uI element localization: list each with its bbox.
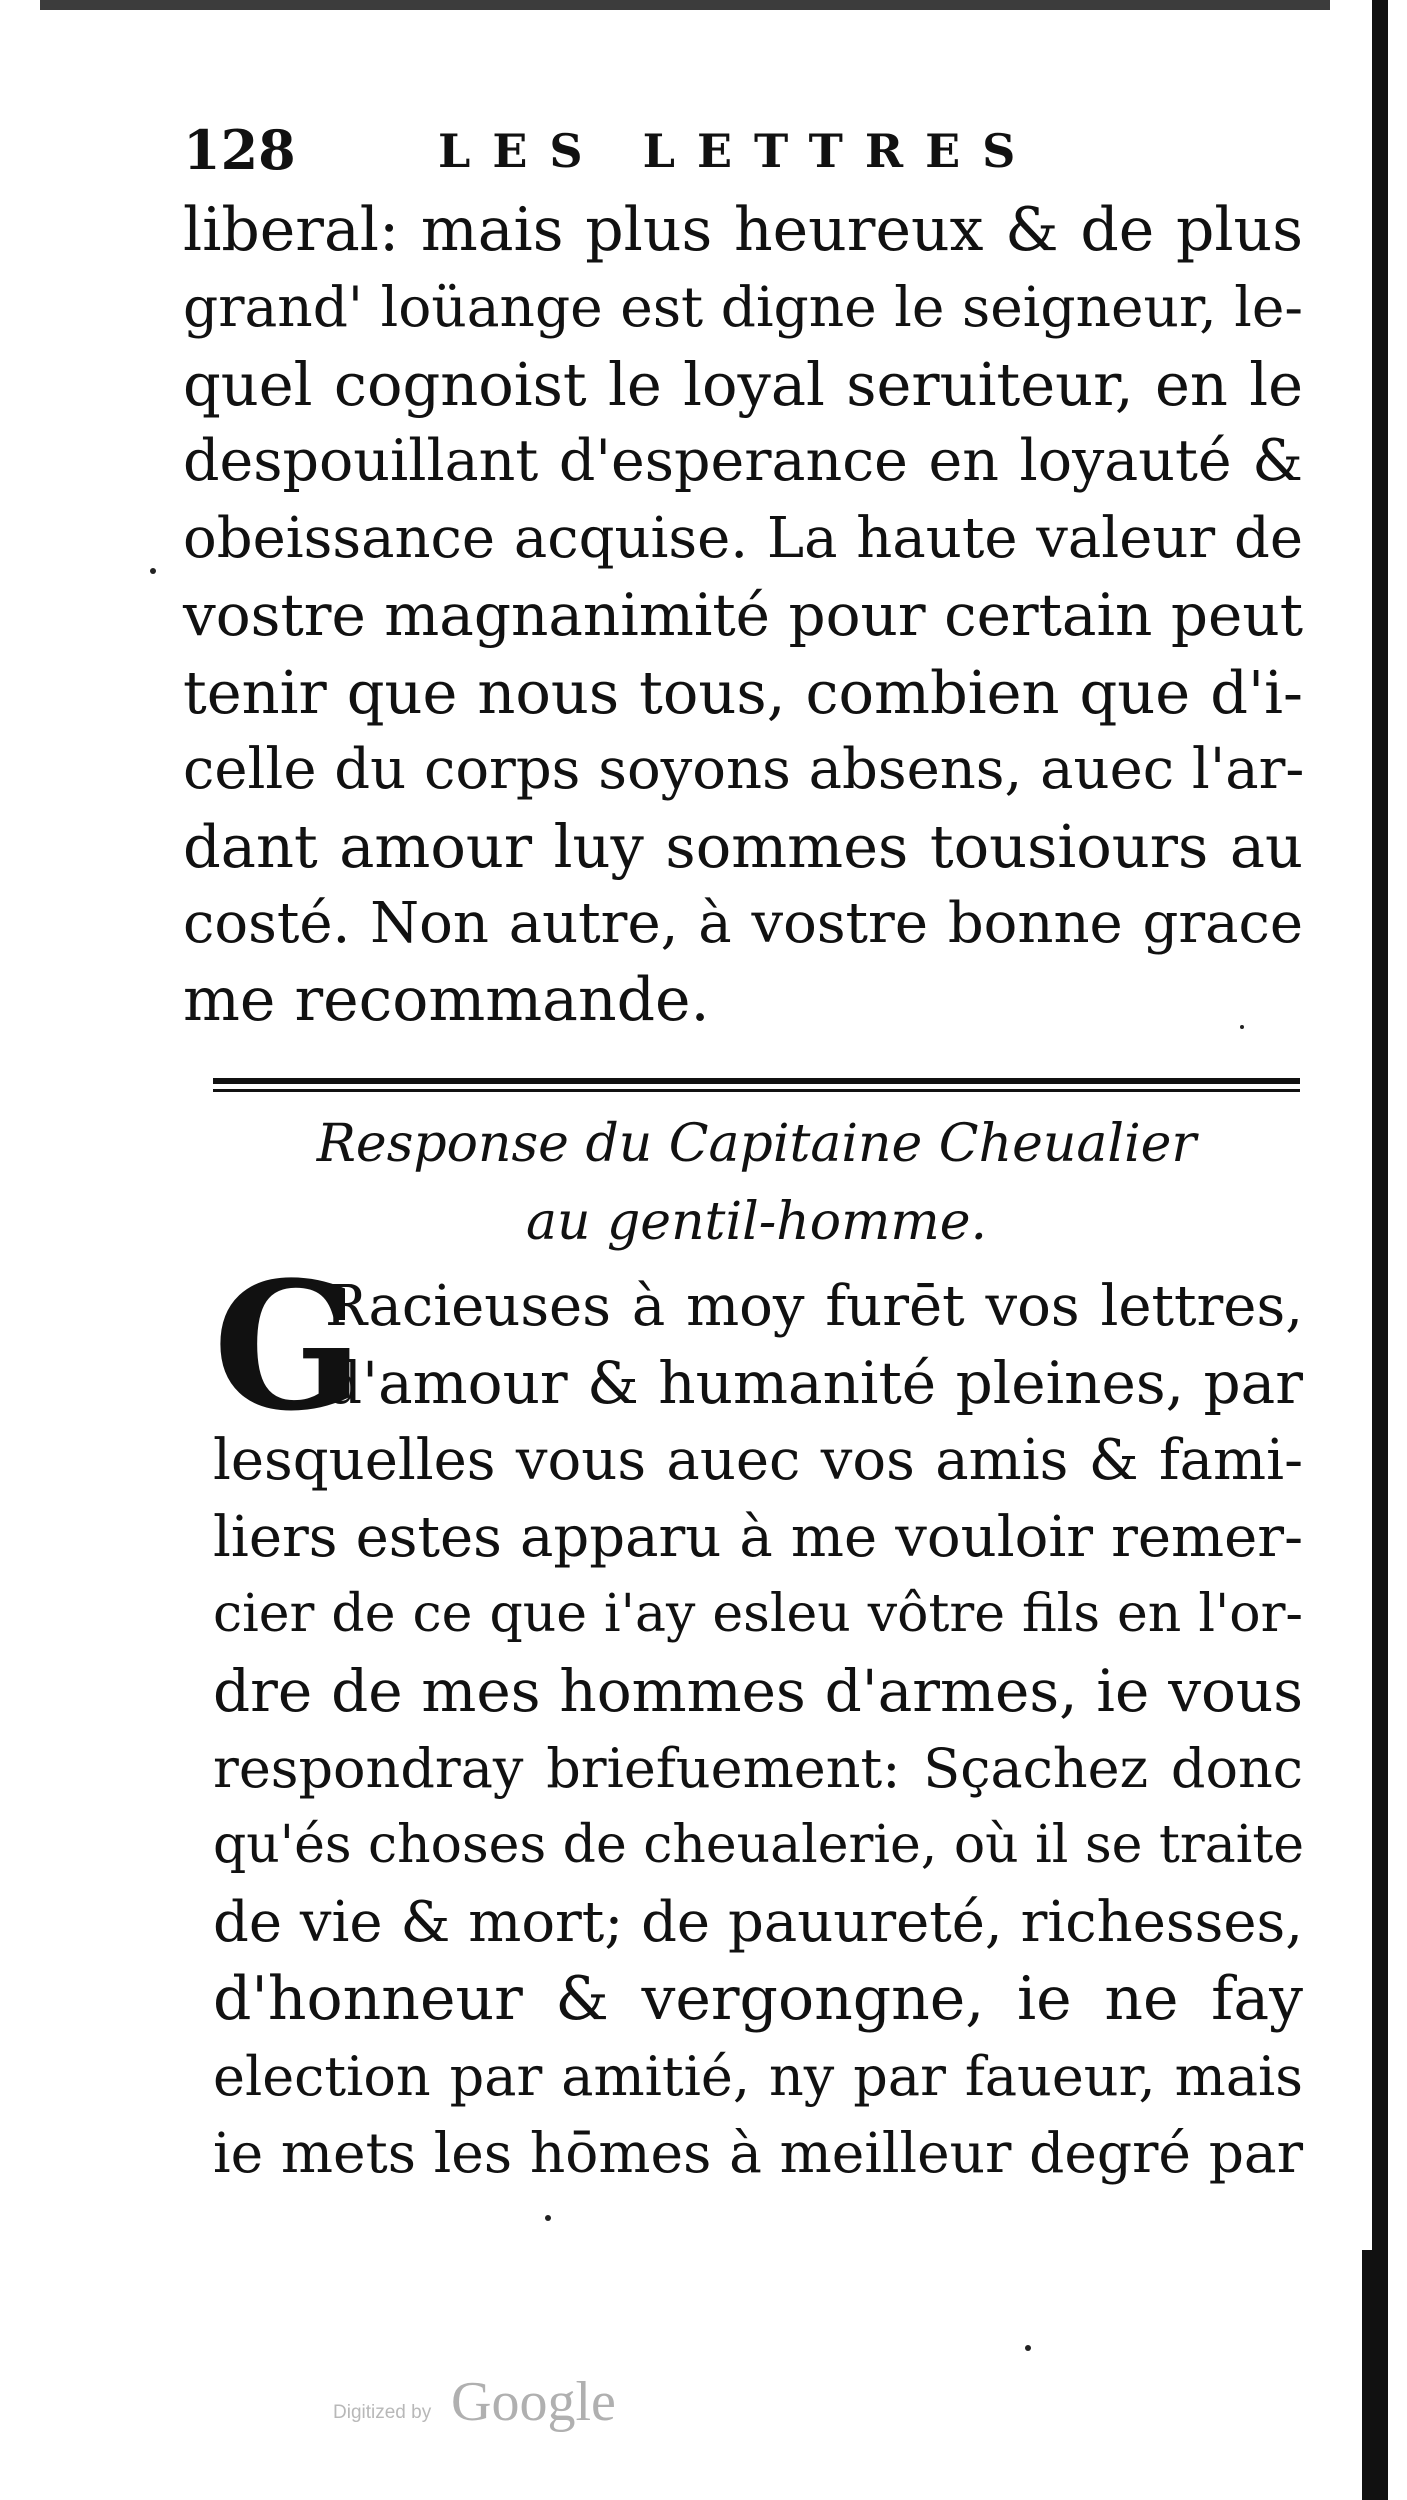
text-line: grand' loüange est digne le seigneur, le- bbox=[183, 275, 1303, 339]
text-line: ie mets les hōmes à meilleur degré par bbox=[213, 2121, 1303, 2185]
scan-speck bbox=[1025, 2345, 1031, 2351]
text-line: quel cognoist le loyal seruiteur, en le bbox=[183, 350, 1303, 419]
text-line: cier de ce que i'ay esleu vôtre fils en l'or- bbox=[213, 1584, 1303, 1644]
running-head bbox=[183, 118, 1083, 188]
text-line: d'honneur & vergongne, ie ne fay bbox=[213, 1964, 1303, 2034]
page-number: 128 bbox=[183, 118, 296, 182]
text-line: vostre magnanimité pour certain peut bbox=[183, 581, 1303, 649]
scan-top-edge bbox=[40, 0, 1330, 10]
text-line: tenir que nous tous, combien que d'i- bbox=[183, 658, 1303, 727]
text-line: de vie & mort; de pauureté, richesses, bbox=[213, 1890, 1303, 1955]
section-divider bbox=[213, 1078, 1300, 1092]
text-line: celle du corps soyons absens, auec l'ar- bbox=[183, 737, 1305, 802]
text-line: despouillant d'esperance en loyauté & bbox=[183, 428, 1303, 494]
response-letter-text bbox=[213, 1243, 1305, 2192]
text-line: liberal: mais plus heureux & de plus bbox=[183, 195, 1303, 265]
text-line: Racieuses à moy furēt vos lettres, bbox=[325, 1274, 1303, 1339]
scan-right-edge bbox=[1372, 0, 1388, 2500]
text-line: qu'és choses de cheualerie, où il se traite bbox=[213, 1815, 1305, 1875]
running-title: LES LETTRES bbox=[438, 124, 1038, 178]
text-line: dant amour luy sommes tousiours au bbox=[183, 812, 1303, 881]
previous-letter-text bbox=[183, 192, 1303, 1039]
text-line: lesquelles vous auec vos amis & fami- bbox=[213, 1428, 1303, 1493]
watermark-prefix: Digitized by bbox=[333, 2402, 432, 2423]
text-line: dre de mes hommes d'armes, ie vous bbox=[213, 1657, 1303, 1725]
scan-speck bbox=[1240, 1025, 1244, 1029]
scan-right-edge-shadow bbox=[1362, 2250, 1372, 2500]
section-heading-line-1: Response du Capitaine Cheualier bbox=[316, 1114, 1197, 1174]
text-line: liers estes apparu à me vouloir remer- bbox=[213, 1505, 1303, 1570]
scan-speck bbox=[545, 2215, 551, 2221]
text-line: costé. Non autre, à vostre bonne grace bbox=[183, 891, 1303, 956]
text-line: me recommande. bbox=[183, 965, 710, 1035]
drop-cap: G bbox=[213, 1243, 364, 1450]
scan-speck bbox=[150, 568, 156, 574]
text-line: election par amitié, ny par faueur, mais bbox=[213, 2045, 1303, 2108]
text-line: respondray briefuement: Sçachez donc bbox=[213, 1737, 1303, 1800]
google-logo: Google bbox=[451, 2371, 616, 2433]
section-heading-line-2: au gentil-homme. bbox=[525, 1192, 988, 1252]
text-line: obeissance acquise. La haute valeur de bbox=[183, 506, 1303, 571]
text-line: d'amour & humanité pleines, par bbox=[325, 1349, 1303, 1417]
